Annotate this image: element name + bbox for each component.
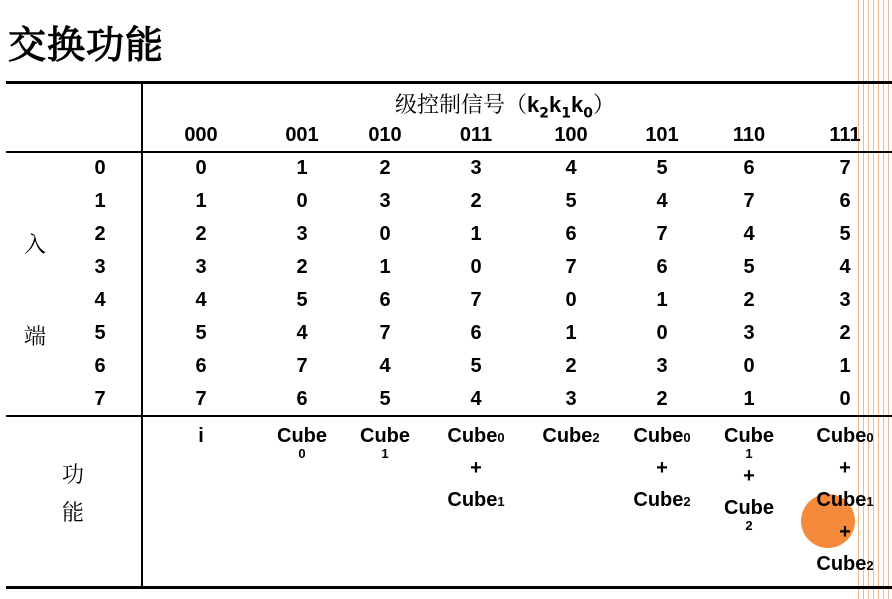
table-cell: 2 <box>195 223 207 245</box>
column-header: 111 <box>829 124 861 146</box>
table-cell: 4 <box>743 223 755 245</box>
table-cell: 7 <box>379 322 391 344</box>
table-cell: 6 <box>565 223 577 245</box>
table-cell: 3 <box>743 322 755 344</box>
table-header-rule <box>6 151 892 153</box>
table-cell: 1 <box>470 223 482 245</box>
table-cell: 6 <box>195 355 207 377</box>
table-cell: 6 <box>296 388 308 410</box>
table-bottom-rule <box>6 586 892 589</box>
table-cell: 4 <box>470 388 482 410</box>
table-cell: 2 <box>470 190 482 212</box>
column-header: 110 <box>732 124 766 146</box>
table-cell: 5 <box>379 388 391 410</box>
table-top-rule <box>6 81 892 84</box>
function-cell: Cube 1 <box>360 425 410 461</box>
table-cell: 7 <box>743 190 755 212</box>
table-cell: 1 <box>195 190 207 212</box>
function-cell: Cube0 + Cube2 <box>633 425 691 511</box>
table-cell: 2 <box>379 157 391 179</box>
column-header: 101 <box>645 124 679 146</box>
table-cell: 3 <box>470 157 482 179</box>
table-cell: 7 <box>195 388 207 410</box>
column-header: 000 <box>184 124 218 146</box>
table-cell: 1 <box>379 256 391 278</box>
column-header: 011 <box>459 124 493 146</box>
row-label: 3 <box>94 256 106 278</box>
page-title: 交换功能 <box>8 23 165 67</box>
function-cell: Cube0 + Cube1 <box>447 425 505 511</box>
table-cell: 5 <box>743 256 755 278</box>
column-header: 010 <box>368 124 402 146</box>
table-divider <box>141 82 143 588</box>
table-cell: 7 <box>470 289 482 311</box>
table-cell: 0 <box>839 388 851 410</box>
table-cell: 6 <box>656 256 668 278</box>
table-cell: 5 <box>565 190 577 212</box>
table-cell: 7 <box>656 223 668 245</box>
table-cell: 7 <box>565 256 577 278</box>
side-label-neng: 能 <box>62 501 85 526</box>
row-label: 2 <box>94 223 106 245</box>
table-cell: 1 <box>565 322 577 344</box>
table-cell: 3 <box>379 190 391 212</box>
function-cell: Cube 1 + Cube 2 <box>724 425 774 533</box>
side-label-ru: 入 <box>24 233 47 258</box>
table-cell: 4 <box>565 157 577 179</box>
table-cell: 0 <box>565 289 577 311</box>
table-cell: 3 <box>565 388 577 410</box>
table-cell: 1 <box>743 388 755 410</box>
table-function-rule <box>6 415 892 417</box>
table-cell: 2 <box>839 322 851 344</box>
column-header: 100 <box>554 124 588 146</box>
table-cell: 5 <box>656 157 668 179</box>
table-cell: 0 <box>656 322 668 344</box>
table-cell: 7 <box>839 157 851 179</box>
table-cell: 0 <box>470 256 482 278</box>
table-cell: 1 <box>839 355 851 377</box>
table-cell: 0 <box>296 190 308 212</box>
table-cell: 4 <box>839 256 851 278</box>
table-cell: 4 <box>296 322 308 344</box>
table-cell: 3 <box>656 355 668 377</box>
table-cell: 1 <box>296 157 308 179</box>
column-header: 001 <box>285 124 319 146</box>
table-cell: 1 <box>656 289 668 311</box>
table-cell: 7 <box>296 355 308 377</box>
row-label: 7 <box>94 388 106 410</box>
row-label: 1 <box>94 190 106 212</box>
table-cell: 5 <box>470 355 482 377</box>
table-cell: 6 <box>470 322 482 344</box>
table-cell: 5 <box>296 289 308 311</box>
table-cell: 6 <box>379 289 391 311</box>
side-label-gong: 功 <box>62 463 85 488</box>
table-cell: 6 <box>743 157 755 179</box>
table-cell: 5 <box>839 223 851 245</box>
table-cell: 0 <box>195 157 207 179</box>
table-cell: 4 <box>379 355 391 377</box>
table-cell: 2 <box>656 388 668 410</box>
row-label: 4 <box>94 289 106 311</box>
function-cell: Cube 0 <box>277 425 327 461</box>
function-cell: Cube0 + Cube1 + Cube2 <box>816 425 874 575</box>
control-signal-header: 级控制信号$(k_2k_1k_0)$ <box>395 92 616 122</box>
function-cell: Cube2 <box>542 425 600 447</box>
table-cell: 3 <box>839 289 851 311</box>
table-cell: 5 <box>195 322 207 344</box>
table-cell: 4 <box>195 289 207 311</box>
function-cell: i <box>198 425 204 447</box>
table-cell: 2 <box>565 355 577 377</box>
side-label-duan: 端 <box>24 325 47 350</box>
table-cell: 4 <box>656 190 668 212</box>
table-cell: 2 <box>743 289 755 311</box>
table-cell: 0 <box>379 223 391 245</box>
table-cell: 3 <box>296 223 308 245</box>
row-label: 5 <box>94 322 106 344</box>
row-label: 6 <box>94 355 106 377</box>
row-label: 0 <box>94 157 106 179</box>
table-cell: 2 <box>296 256 308 278</box>
table-cell: 6 <box>839 190 851 212</box>
table-cell: 0 <box>743 355 755 377</box>
table-cell: 3 <box>195 256 207 278</box>
